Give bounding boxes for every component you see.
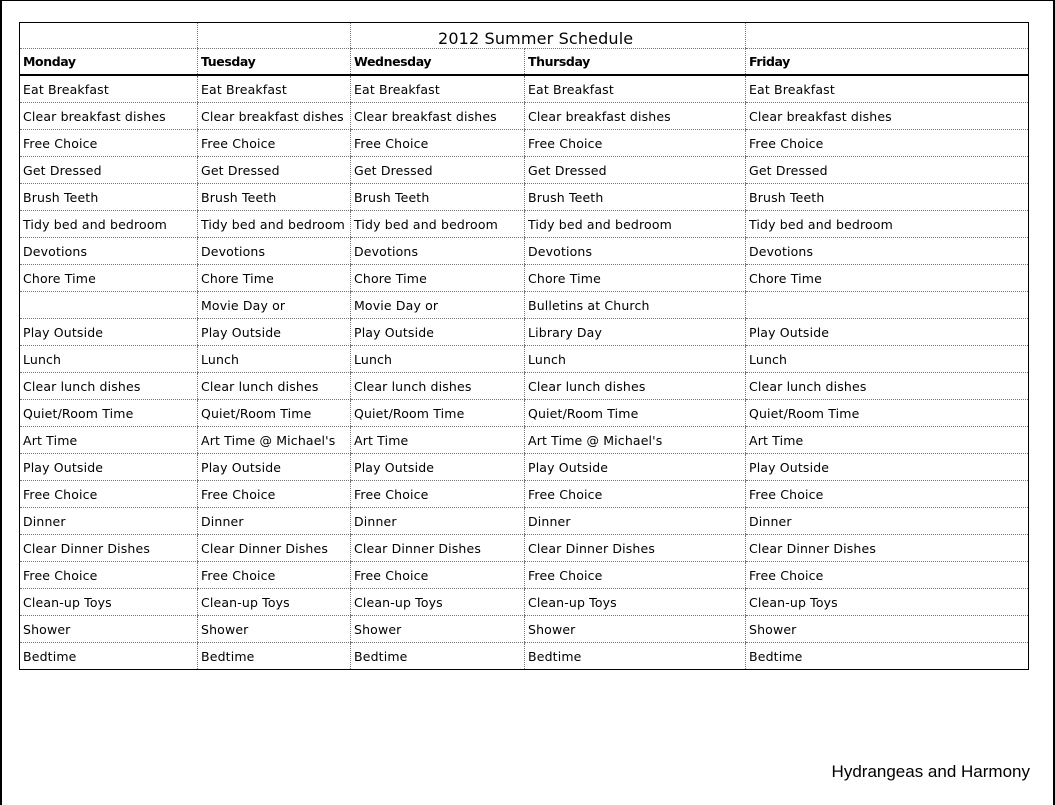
schedule-cell-friday: Tidy bed and bedroom xyxy=(746,211,1029,238)
schedule-cell-wednesday: Tidy bed and bedroom xyxy=(351,211,525,238)
schedule-cell-wednesday: Art Time xyxy=(351,427,525,454)
schedule-cell-thursday: Get Dressed xyxy=(525,157,746,184)
schedule-cell-thursday: Devotions xyxy=(525,238,746,265)
schedule-cell-thursday: Play Outside xyxy=(525,454,746,481)
schedule-row xyxy=(20,238,1029,265)
schedule-row xyxy=(20,589,1029,616)
schedule-cell-tuesday: Free Choice xyxy=(198,481,351,508)
schedule-row xyxy=(20,508,1029,535)
schedule-cell-monday: Devotions xyxy=(20,238,198,265)
schedule-cell-wednesday: Movie Day or xyxy=(351,292,525,319)
schedule-cell-wednesday: Brush Teeth xyxy=(351,184,525,211)
schedule-cell-monday: Clear breakfast dishes xyxy=(20,103,198,130)
schedule-cell-thursday: Library Day xyxy=(525,319,746,346)
schedule-table xyxy=(19,22,1029,670)
schedule-cell-wednesday: Quiet/Room Time xyxy=(351,400,525,427)
schedule-cell-thursday: Shower xyxy=(525,616,746,643)
schedule-row xyxy=(20,373,1029,400)
schedule-row xyxy=(20,454,1029,481)
schedule-row xyxy=(20,130,1029,157)
schedule-cell-monday: Free Choice xyxy=(20,481,198,508)
schedule-cell-monday: Clear lunch dishes xyxy=(20,373,198,400)
schedule-title-cell xyxy=(351,23,634,49)
schedule-row xyxy=(20,103,1029,130)
schedule-cell-wednesday: Chore Time xyxy=(351,265,525,292)
schedule-cell-friday: Brush Teeth xyxy=(746,184,1029,211)
schedule-row xyxy=(20,319,1029,346)
schedule-cell-wednesday: Play Outside xyxy=(351,454,525,481)
schedule-row xyxy=(20,346,1029,373)
schedule-cell-friday: Devotions xyxy=(746,238,1029,265)
schedule-cell-tuesday: Dinner xyxy=(198,508,351,535)
schedule-cell-monday: Eat Breakfast xyxy=(20,75,198,103)
schedule-cell-wednesday: Devotions xyxy=(351,238,525,265)
schedule-row xyxy=(20,292,1029,319)
schedule-cell-tuesday: Clear lunch dishes xyxy=(198,373,351,400)
schedule-cell-wednesday: Clear lunch dishes xyxy=(351,373,525,400)
schedule-cell-thursday: Brush Teeth xyxy=(525,184,746,211)
schedule-cell-tuesday: Free Choice xyxy=(198,130,351,157)
schedule-cell-monday: Free Choice xyxy=(20,130,198,157)
schedule-cell-friday: Bedtime xyxy=(746,643,1029,670)
schedule-cell-tuesday: Lunch xyxy=(198,346,351,373)
schedule-cell-tuesday: Clean-up Toys xyxy=(198,589,351,616)
schedule-cell-tuesday: Clear Dinner Dishes xyxy=(198,535,351,562)
schedule-cell-wednesday: Bedtime xyxy=(351,643,525,670)
schedule-row xyxy=(20,535,1029,562)
schedule-cell-tuesday: Clear breakfast dishes xyxy=(198,103,351,130)
day-header-friday: Friday xyxy=(746,49,1029,76)
schedule-cell-monday: Clear Dinner Dishes xyxy=(20,535,198,562)
schedule-cell-thursday: Quiet/Room Time xyxy=(525,400,746,427)
schedule-cell-wednesday: Eat Breakfast xyxy=(351,75,525,103)
schedule-cell-tuesday: Play Outside xyxy=(198,454,351,481)
schedule-cell-monday: Get Dressed xyxy=(20,157,198,184)
schedule-row xyxy=(20,427,1029,454)
schedule-cell-friday xyxy=(746,292,1029,319)
schedule-cell-tuesday: Shower xyxy=(198,616,351,643)
schedule-title: 2012 Summer Schedule xyxy=(438,29,634,48)
schedule-cell-thursday: Clear lunch dishes xyxy=(525,373,746,400)
schedule-cell-thursday: Free Choice xyxy=(525,130,746,157)
schedule-cell-thursday: Clear breakfast dishes xyxy=(525,103,746,130)
schedule-cell-wednesday: Lunch xyxy=(351,346,525,373)
schedule-cell-tuesday: Devotions xyxy=(198,238,351,265)
schedule-cell-wednesday: Play Outside xyxy=(351,319,525,346)
footer-brand: Hydrangeas and Harmony xyxy=(831,762,1030,781)
schedule-cell-thursday: Eat Breakfast xyxy=(525,75,746,103)
schedule-cell-friday: Lunch xyxy=(746,346,1029,373)
schedule-cell-friday: Chore Time xyxy=(746,265,1029,292)
schedule-row xyxy=(20,75,1029,103)
schedule-cell-wednesday: Clear Dinner Dishes xyxy=(351,535,525,562)
schedule-cell-tuesday: Quiet/Room Time xyxy=(198,400,351,427)
schedule-cell-thursday: Dinner xyxy=(525,508,746,535)
schedule-cell-wednesday: Free Choice xyxy=(351,130,525,157)
schedule-cell-wednesday: Clear breakfast dishes xyxy=(351,103,525,130)
schedule-row xyxy=(20,616,1029,643)
schedule-cell-wednesday: Get Dressed xyxy=(351,157,525,184)
schedule-cell-tuesday: Get Dressed xyxy=(198,157,351,184)
day-header-row xyxy=(20,49,1029,76)
schedule-row xyxy=(20,643,1029,670)
day-header-thursday: Thursday xyxy=(525,49,746,76)
schedule-cell-monday: Clean-up Toys xyxy=(20,589,198,616)
schedule-cell-friday: Clear breakfast dishes xyxy=(746,103,1029,130)
schedule-cell-monday: Quiet/Room Time xyxy=(20,400,198,427)
schedule-cell-monday: Dinner xyxy=(20,508,198,535)
schedule-cell-thursday: Art Time @ Michael's xyxy=(525,427,746,454)
schedule-cell-monday: Free Choice xyxy=(20,562,198,589)
schedule-row xyxy=(20,400,1029,427)
schedule-cell-friday: Clear lunch dishes xyxy=(746,373,1029,400)
schedule-cell-friday: Eat Breakfast xyxy=(746,75,1029,103)
schedule-cell-thursday: Lunch xyxy=(525,346,746,373)
schedule-row xyxy=(20,157,1029,184)
schedule-cell-thursday: Bedtime xyxy=(525,643,746,670)
schedule-cell-friday: Quiet/Room Time xyxy=(746,400,1029,427)
schedule-cell-thursday: Bulletins at Church xyxy=(525,292,746,319)
schedule-cell-tuesday: Tidy bed and bedroom xyxy=(198,211,351,238)
schedule-cell-friday: Shower xyxy=(746,616,1029,643)
schedule-cell-monday: Play Outside xyxy=(20,454,198,481)
day-header-monday: Monday xyxy=(20,49,198,76)
page-frame-top xyxy=(0,0,1055,1)
schedule-cell-monday: Play Outside xyxy=(20,319,198,346)
schedule-cell-tuesday: Bedtime xyxy=(198,643,351,670)
title-blank-cell xyxy=(746,23,1029,49)
schedule-cell-friday: Clean-up Toys xyxy=(746,589,1029,616)
schedule-cell-wednesday: Shower xyxy=(351,616,525,643)
schedule-cell-thursday: Clear Dinner Dishes xyxy=(525,535,746,562)
schedule-row xyxy=(20,562,1029,589)
schedule-cell-thursday: Clean-up Toys xyxy=(525,589,746,616)
schedule-row xyxy=(20,481,1029,508)
schedule-cell-tuesday: Art Time @ Michael's xyxy=(198,427,351,454)
schedule-cell-tuesday: Eat Breakfast xyxy=(198,75,351,103)
schedule-cell-wednesday: Dinner xyxy=(351,508,525,535)
schedule-cell-monday xyxy=(20,292,198,319)
day-header-tuesday: Tuesday xyxy=(198,49,351,76)
schedule-cell-thursday: Tidy bed and bedroom xyxy=(525,211,746,238)
schedule-cell-friday: Free Choice xyxy=(746,481,1029,508)
schedule-row xyxy=(20,184,1029,211)
schedule-cell-friday: Dinner xyxy=(746,508,1029,535)
schedule-cell-thursday: Chore Time xyxy=(525,265,746,292)
schedule-cell-monday: Art Time xyxy=(20,427,198,454)
schedule-row xyxy=(20,265,1029,292)
schedule-cell-tuesday: Brush Teeth xyxy=(198,184,351,211)
schedule-cell-wednesday: Free Choice xyxy=(351,481,525,508)
schedule-cell-wednesday: Free Choice xyxy=(351,562,525,589)
schedule-cell-tuesday: Free Choice xyxy=(198,562,351,589)
schedule-cell-monday: Chore Time xyxy=(20,265,198,292)
schedule-cell-friday: Play Outside xyxy=(746,319,1029,346)
schedule-cell-friday: Get Dressed xyxy=(746,157,1029,184)
title-blank-cell xyxy=(20,23,198,49)
schedule-cell-friday: Art Time xyxy=(746,427,1029,454)
schedule-cell-wednesday: Clean-up Toys xyxy=(351,589,525,616)
title-row xyxy=(20,23,1029,49)
schedule-cell-tuesday: Play Outside xyxy=(198,319,351,346)
schedule-cell-monday: Shower xyxy=(20,616,198,643)
schedule-cell-friday: Free Choice xyxy=(746,130,1029,157)
schedule-cell-tuesday: Movie Day or xyxy=(198,292,351,319)
page-frame-left xyxy=(0,0,2,805)
schedule-cell-tuesday: Chore Time xyxy=(198,265,351,292)
schedule-cell-monday: Bedtime xyxy=(20,643,198,670)
schedule-cell-monday: Tidy bed and bedroom xyxy=(20,211,198,238)
schedule-row xyxy=(20,211,1029,238)
schedule-cell-monday: Lunch xyxy=(20,346,198,373)
title-blank-cell xyxy=(198,23,351,49)
schedule-cell-friday: Play Outside xyxy=(746,454,1029,481)
schedule-cell-monday: Brush Teeth xyxy=(20,184,198,211)
day-header-wednesday: Wednesday xyxy=(351,49,525,76)
schedule-cell-friday: Free Choice xyxy=(746,562,1029,589)
schedule-cell-thursday: Free Choice xyxy=(525,562,746,589)
schedule-cell-thursday: Free Choice xyxy=(525,481,746,508)
schedule-cell-friday: Clear Dinner Dishes xyxy=(746,535,1029,562)
